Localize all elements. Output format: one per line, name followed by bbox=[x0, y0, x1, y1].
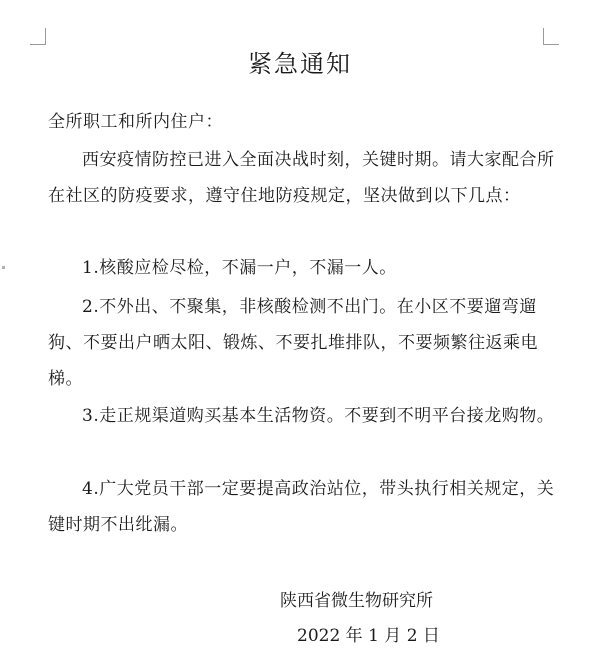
salutation: 全所职工和所内住户： bbox=[48, 112, 223, 132]
intro-paragraph: 西安疫情防控已进入全面决战时刻，关键时期。请大家配合所在社区的防疫要求，遵守住地防疫规定，坚决做到以下几点： bbox=[48, 150, 555, 206]
notice-item-4: 4.广大党员干部一定要提高政治站位，带头执行相关规定，关键时期不出纰漏。 bbox=[48, 479, 555, 535]
crop-mark-top-left-vertical bbox=[45, 28, 46, 45]
crop-mark-top-right-vertical bbox=[543, 28, 544, 45]
notice-item-3: 3.走正规渠道购买基本生活物资。不要到不明平台接龙购物。 bbox=[82, 406, 555, 426]
signature-organization: 陕西省微生物研究所 bbox=[280, 591, 433, 611]
notice-title: 紧急通知 bbox=[248, 50, 352, 78]
notice-item-1: 1.核酸应检尽检，不漏一户，不漏一人。 bbox=[82, 258, 397, 278]
signature-date: 2022 年 1 月 2 日 bbox=[297, 626, 440, 646]
margin-tick bbox=[2, 266, 5, 269]
notice-item-2: 2.不外出、不聚集，非核酸检测不出门。在小区不要遛弯遛狗、不要出户晒太阳、锻炼、不要扎堆排队，不要频繁往返乘电梯。 bbox=[48, 297, 538, 389]
